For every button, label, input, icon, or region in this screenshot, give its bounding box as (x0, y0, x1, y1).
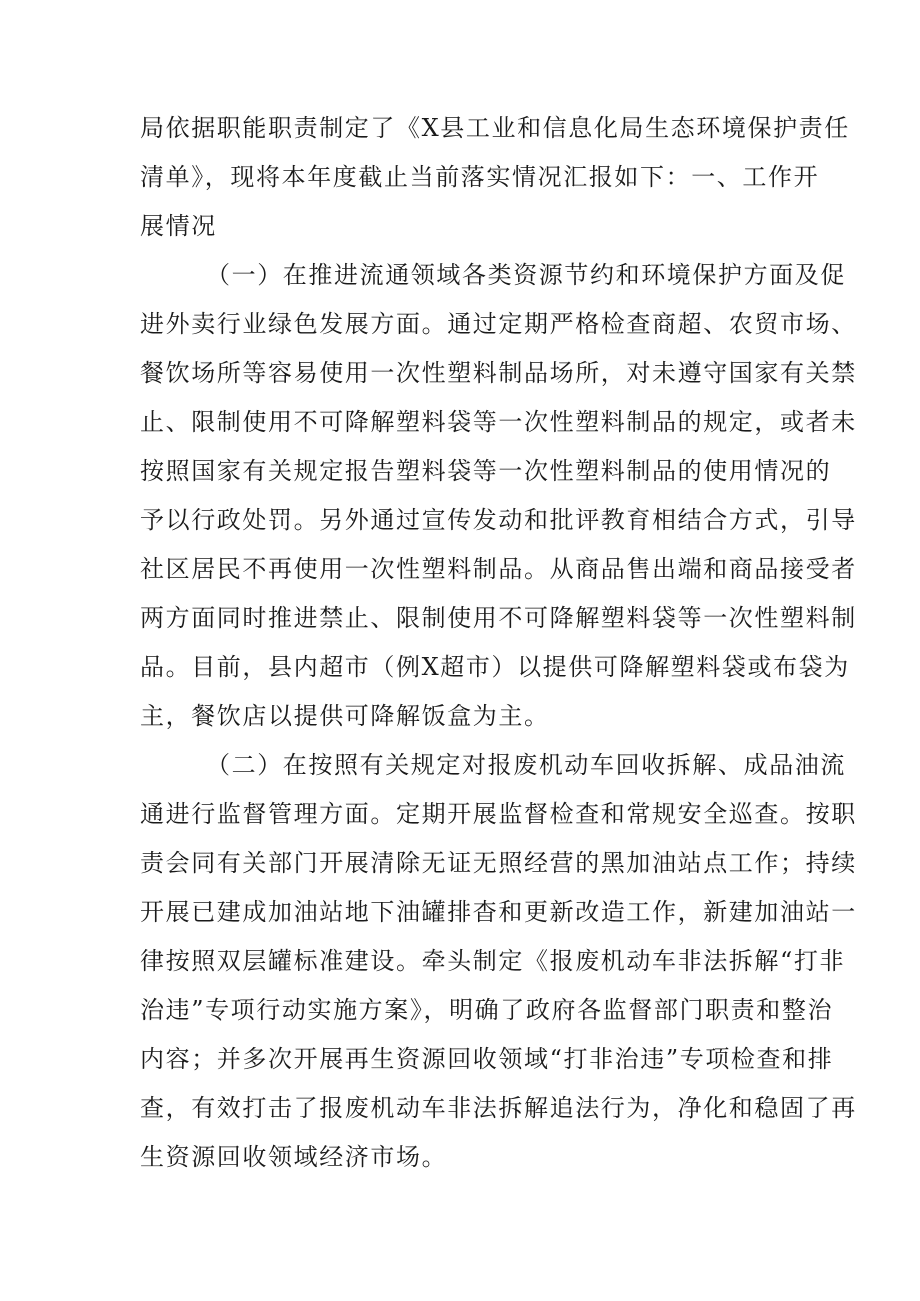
text-line: 予以行政处罚。另外通过宣传发动和批评教育相结合方式，引导 (140, 506, 857, 534)
text-line: 局依据职能职责制定了《X县工业和信息化局生态环境保护责任 (140, 114, 850, 142)
text-line: 内容；并多次开展再生资源回收领域“打非治违”专项检查和排 (140, 1045, 834, 1073)
text-line: 两方面同时推进禁止、限制使用不可降解塑料袋等一次性塑料制 (140, 604, 857, 632)
text-line: 进外卖行业绿色发展方面。通过定期严格检查商超、农贸市场、 (140, 310, 857, 338)
section-heading-line: （一）在推进流通领域各类资源节约和环境保护方面及促 (206, 261, 846, 289)
text-line: 查，有效打击了报废机动车非法拆解追法行为，净化和稳固了再 (140, 1094, 857, 1122)
text-line: 止、限制使用不可降解塑料袋等一次性塑料制品的规定，或者未 (140, 408, 857, 436)
text-line: 展情况 (140, 212, 217, 240)
section-heading-line: （二）在按照有关规定对报废机动车回收拆解、成品油流 (206, 751, 846, 779)
text-line: 律按照双层罐标准建设。牵头制定《报废机动车非法拆解“打非 (140, 947, 846, 975)
text-line: 开展已建成加油站地下油罐排杳和更新改造工作，新建加油站一 (140, 898, 857, 926)
text-line: 主，餐饮店以提供可降解饭盒为主。 (140, 702, 550, 730)
text-line: 餐饮场所等容易使用一次性塑料制品场所，对未遵守国家有关禁 (140, 359, 857, 387)
text-line: 按照国家有关规定报告塑料袋等一次性塑料制品的使用情况的 (140, 457, 832, 485)
text-line: 品。目前，县内超市（例X超市）以提供可降解塑料袋或布袋为 (140, 653, 850, 681)
text-line: 社区居民不再使用一次性塑料制品。从商品售出端和商品接受者 (140, 555, 857, 583)
text-line: 生资源回收领域经济市场。 (140, 1143, 448, 1171)
text-line: 通进行监督管理方面。定期开展监督检查和常规安全巡查。按职 (140, 800, 857, 828)
text-line: 责会同有关部门开展清除无证无照经营的黑加油站点工作；持续 (140, 849, 857, 877)
text-line: 治违”专项行动实施方案》，明确了政府各监督部门职责和整治 (140, 996, 834, 1024)
text-line: 清单》，现将本年度截止当前落实情况汇报如下：一、工作开 (140, 163, 820, 191)
